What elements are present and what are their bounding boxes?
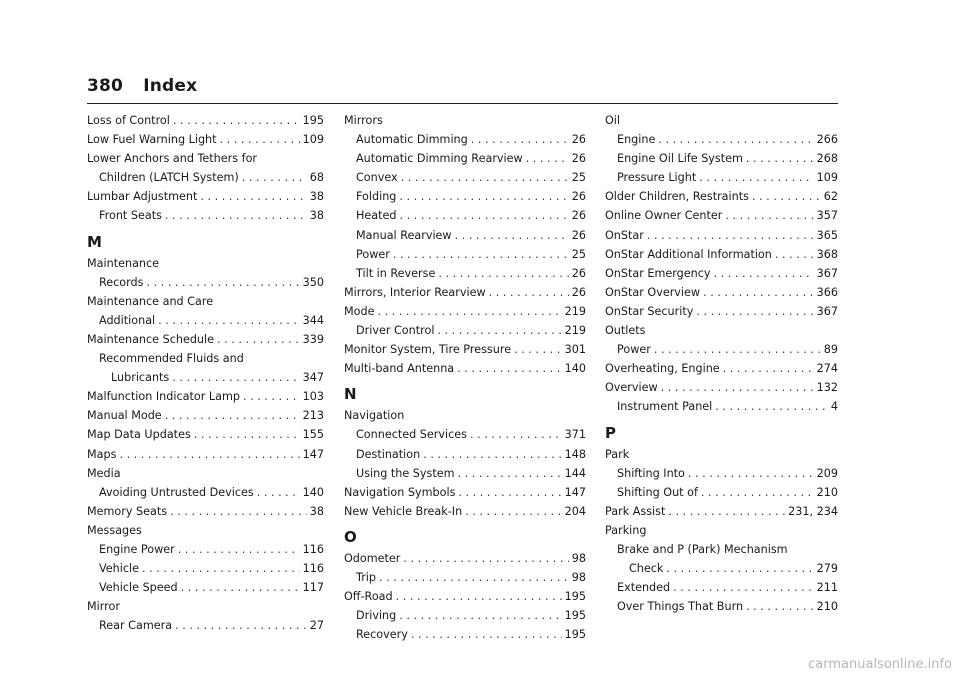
- entry-text: Rear Camera: [99, 619, 173, 633]
- page-reference: 219: [564, 324, 586, 338]
- page-reference: 347: [302, 371, 324, 385]
- dot-leader: [178, 540, 300, 559]
- dot-leader: [146, 273, 299, 292]
- index-entry: [344, 606, 586, 625]
- entry-text: Children (LATCH System): [99, 171, 239, 185]
- page-reference: 357: [816, 209, 838, 223]
- entry-text: Outlets: [605, 324, 646, 338]
- dot-leader: [217, 330, 300, 349]
- page-reference: 195: [302, 114, 324, 127]
- dot-leader: [377, 302, 561, 321]
- index-heading: [344, 406, 586, 425]
- index-heading: [87, 349, 324, 368]
- index-entry: [87, 578, 324, 597]
- section-letter: O: [344, 527, 357, 546]
- dot-leader: [746, 597, 814, 616]
- entry-text: Maintenance: [87, 256, 160, 270]
- index-heading: [87, 292, 324, 311]
- index-entry: [87, 483, 324, 502]
- dot-leader: [489, 283, 569, 302]
- entry-text: Power: [617, 343, 651, 357]
- dot-leader: [158, 311, 299, 330]
- entry-text: Maintenance Schedule: [87, 332, 215, 346]
- index-entry: [87, 368, 324, 387]
- page-reference: 25: [571, 247, 586, 261]
- page-reference: 147: [564, 485, 586, 499]
- page-reference: 204: [564, 504, 586, 518]
- entry-text: OnStar Overview: [605, 285, 701, 299]
- entry-text: Online Owner Center: [605, 209, 723, 223]
- page-reference: 38: [309, 190, 324, 204]
- page-reference: 26: [571, 228, 586, 242]
- dot-leader: [696, 302, 813, 321]
- entry-text: Engine: [617, 133, 656, 147]
- page-reference: 116: [302, 542, 324, 556]
- index-entry: [344, 425, 586, 444]
- dot-leader: [465, 502, 561, 521]
- index-heading: [87, 597, 324, 616]
- page-reference: 140: [564, 362, 586, 376]
- index-heading: [605, 321, 838, 340]
- index-entry: [605, 168, 838, 187]
- page-reference: 98: [571, 551, 586, 565]
- page-number: 380: [87, 76, 124, 96]
- page-reference: 26: [571, 152, 586, 166]
- index-heading: [87, 464, 324, 483]
- entry-text: Recommended Fluids and: [99, 352, 244, 366]
- index-entry: [605, 264, 838, 283]
- dot-leader: [455, 226, 569, 245]
- page-reference: 195: [564, 609, 586, 623]
- page-reference: 210: [816, 485, 838, 499]
- page-reference: 366: [816, 285, 838, 299]
- entry-text: Over Things That Burn: [617, 600, 744, 614]
- page-reference: 144: [564, 466, 586, 480]
- dot-leader: [752, 187, 821, 206]
- entry-text: OnStar Additional Information: [605, 247, 772, 261]
- index-entry: [605, 464, 838, 483]
- index-heading: [87, 254, 324, 273]
- index-entry: [344, 206, 586, 225]
- entry-text: Instrument Panel: [617, 400, 713, 414]
- page-reference: 26: [571, 209, 586, 223]
- page-reference: 266: [816, 133, 838, 147]
- index-entry: [87, 559, 324, 578]
- dot-leader: [514, 340, 562, 359]
- entry-text: Older Children, Restraints: [605, 190, 749, 204]
- index-entry: [344, 483, 586, 502]
- entry-text: Trip: [356, 570, 376, 584]
- page-reference: 350: [302, 275, 324, 289]
- entry-text: Additional: [99, 313, 156, 327]
- header-rule: [87, 103, 838, 104]
- page-reference: 279: [816, 562, 838, 576]
- entry-text: OnStar: [605, 228, 644, 242]
- page-reference: 148: [564, 447, 586, 461]
- entry-text: Automatic Dimming Rearview: [356, 152, 523, 166]
- index-entry: [344, 549, 586, 568]
- index-entry: [344, 168, 586, 187]
- index-entry: [87, 330, 324, 349]
- entry-text: Extended: [617, 581, 671, 595]
- index-heading: [87, 521, 324, 540]
- dot-leader: [715, 397, 828, 416]
- index-heading: [344, 111, 586, 130]
- dot-leader: [243, 387, 300, 406]
- index-entry: [344, 149, 586, 168]
- entry-text: Mirror: [87, 600, 120, 614]
- entry-text: Malfunction Indicator Lamp: [87, 390, 240, 404]
- page-reference: 195: [564, 628, 586, 642]
- dot-leader: [714, 264, 814, 283]
- index-entry: [344, 245, 586, 264]
- entry-text: Manual Mode: [87, 409, 162, 423]
- index-entry: [344, 264, 586, 283]
- entry-text: Convex: [356, 171, 398, 185]
- index-entry: [344, 464, 586, 483]
- entry-text: Heated: [356, 209, 397, 223]
- index-entry: [344, 445, 586, 464]
- entry-text: Engine Oil Life System: [617, 152, 743, 166]
- entry-text: Memory Seats: [87, 504, 168, 518]
- index-column-3: [605, 111, 838, 616]
- index-entry: [605, 359, 838, 378]
- dot-leader: [379, 568, 569, 587]
- index-entry: [605, 483, 838, 502]
- entry-text: New Vehicle Break-In: [344, 504, 463, 518]
- entry-text: Media: [87, 466, 121, 480]
- page-reference: 26: [571, 285, 586, 299]
- index-entry: [344, 187, 586, 206]
- page-reference: 103: [302, 390, 324, 404]
- index-entry: [87, 111, 324, 130]
- dot-leader: [699, 168, 813, 187]
- dot-leader: [165, 206, 307, 225]
- dot-leader: [673, 578, 814, 597]
- entry-text: Front Seats: [99, 209, 162, 223]
- entry-text: Maintenance and Care: [87, 294, 214, 308]
- entry-text: Tilt in Reverse: [356, 266, 436, 280]
- entry-text: Manual Rearview: [356, 228, 452, 242]
- dot-leader: [220, 130, 300, 149]
- index-heading: [605, 111, 838, 130]
- index-entry: [344, 226, 586, 245]
- index-entry: [605, 283, 838, 302]
- page-reference: 117: [302, 581, 324, 595]
- dot-leader: [458, 464, 562, 483]
- index-entry: [605, 226, 838, 245]
- watermark: carmanualsonline.info: [808, 657, 952, 672]
- entry-text: Odometer: [344, 551, 401, 565]
- page-reference: 147: [302, 447, 324, 461]
- index-entry: [605, 302, 838, 321]
- index-heading: [605, 521, 838, 540]
- dot-leader: [257, 483, 300, 502]
- index-entry: [605, 187, 838, 206]
- entry-text: OnStar Emergency: [605, 266, 711, 280]
- entry-text: Records: [99, 275, 144, 289]
- dot-leader: [437, 321, 561, 340]
- page-header: [87, 76, 197, 96]
- section-letter: N: [344, 385, 357, 404]
- entry-text: Vehicle: [99, 562, 140, 576]
- page-reference: 367: [816, 266, 838, 280]
- page-reference: 140: [302, 485, 324, 499]
- entry-text: Loss of Control: [87, 114, 170, 127]
- dot-leader: [775, 245, 814, 264]
- dot-leader: [654, 340, 821, 359]
- dot-leader: [172, 368, 299, 387]
- dot-leader: [658, 130, 813, 149]
- dot-leader: [458, 483, 561, 502]
- index-heading: [87, 149, 324, 168]
- entry-text: Recovery: [356, 628, 408, 642]
- dot-leader: [647, 226, 814, 245]
- dot-leader: [701, 483, 814, 502]
- dot-leader: [242, 168, 307, 187]
- index-entry: [605, 340, 838, 359]
- entry-text: Driving: [356, 609, 397, 623]
- entry-text: Using the System: [356, 466, 455, 480]
- index-entry: [87, 540, 324, 559]
- entry-text: Folding: [356, 190, 397, 204]
- entry-text: Off-Road: [344, 590, 393, 604]
- index-column-1: [87, 111, 324, 635]
- index-entry: [344, 130, 586, 149]
- dot-leader: [200, 187, 306, 206]
- page-reference: 268: [816, 152, 838, 166]
- index-entry: [605, 597, 838, 616]
- entry-text: Check: [629, 562, 664, 576]
- entry-text: Multi-band Antenna: [344, 362, 455, 376]
- entry-text: Connected Services: [356, 428, 467, 442]
- page-reference: 371: [564, 428, 586, 442]
- page-reference: 132: [816, 381, 838, 395]
- section-letter: P: [605, 423, 616, 442]
- dot-leader: [526, 149, 569, 168]
- dot-leader: [423, 445, 561, 464]
- entry-text: Brake and P (Park) Mechanism: [617, 542, 788, 556]
- dot-leader: [170, 502, 307, 521]
- page-reference: 38: [309, 209, 324, 223]
- dot-leader: [688, 464, 814, 483]
- index-entry: [344, 340, 586, 359]
- dot-leader: [181, 578, 300, 597]
- entry-text: Maps: [87, 447, 117, 461]
- entry-text: Shifting Out of: [617, 485, 698, 499]
- dot-leader: [165, 406, 300, 425]
- page-reference: 98: [571, 570, 586, 584]
- index-entry: [605, 397, 838, 416]
- index-entry: [605, 378, 838, 397]
- entry-text: Lower Anchors and Tethers for: [87, 152, 258, 166]
- dot-leader: [471, 130, 569, 149]
- index-entry: [605, 578, 838, 597]
- entry-text: Low Fuel Warning Light: [87, 133, 217, 147]
- index-entry: [87, 311, 324, 330]
- dot-leader: [194, 425, 300, 444]
- page-reference: 209: [816, 466, 838, 480]
- dot-leader: [400, 206, 569, 225]
- index-entry: [87, 187, 324, 206]
- dot-leader: [401, 168, 569, 187]
- index-entry: [87, 168, 324, 187]
- entry-text: Mode: [344, 304, 375, 318]
- entry-text: Lumbar Adjustment: [87, 190, 198, 204]
- index-entry: [87, 130, 324, 149]
- dot-leader: [457, 359, 562, 378]
- dot-leader: [723, 359, 814, 378]
- page-reference: 25: [571, 171, 586, 185]
- entry-text: Engine Power: [99, 542, 175, 556]
- page-reference: 211: [816, 581, 838, 595]
- page-reference: 155: [302, 428, 324, 442]
- dot-leader: [175, 616, 307, 635]
- index-entry: [605, 502, 838, 521]
- entry-text: Destination: [356, 447, 421, 461]
- dot-leader: [438, 264, 568, 283]
- page-reference: 89: [823, 343, 838, 357]
- page-reference: 210: [816, 600, 838, 614]
- page-reference: 4: [830, 400, 838, 414]
- page-reference: 109: [302, 133, 324, 147]
- page-reference: 368: [816, 247, 838, 261]
- index-entry: [87, 616, 324, 635]
- dot-leader: [666, 559, 813, 578]
- index-entry: [605, 130, 838, 149]
- index-entry: [87, 445, 324, 464]
- index-entry: [344, 321, 586, 340]
- dot-leader: [119, 445, 299, 464]
- page-reference: 219: [564, 304, 586, 318]
- dot-leader: [411, 625, 562, 644]
- page-reference: 365: [816, 228, 838, 242]
- index-entry: [605, 206, 838, 225]
- page-reference: 26: [571, 266, 586, 280]
- dot-leader: [399, 606, 561, 625]
- index-entry: [87, 206, 324, 225]
- entry-text: Parking: [605, 523, 647, 537]
- index-entry: [344, 283, 586, 302]
- entry-text: Map Data Updates: [87, 428, 191, 442]
- entry-text: Avoiding Untrusted Devices: [99, 485, 254, 499]
- entry-text: Automatic Dimming: [356, 133, 468, 147]
- entry-text: Messages: [87, 523, 142, 537]
- page-reference: 68: [309, 171, 324, 185]
- entry-text: Mirrors, Interior Rearview: [344, 285, 486, 299]
- page-reference: 26: [571, 133, 586, 147]
- entry-text: Shifting Into: [617, 466, 685, 480]
- entry-text: Monitor System, Tire Pressure: [344, 343, 512, 357]
- index-entry: [87, 425, 324, 444]
- page-reference: 344: [302, 313, 324, 327]
- index-entry: [605, 559, 838, 578]
- page-reference: 38: [309, 504, 324, 518]
- dot-leader: [142, 559, 300, 578]
- dot-leader: [396, 587, 562, 606]
- dot-leader: [403, 549, 568, 568]
- index-entry: [87, 406, 324, 425]
- index-entry: [605, 149, 838, 168]
- entry-text: Park Assist: [605, 504, 666, 518]
- entry-text: Navigation Symbols: [344, 485, 456, 499]
- index-entry: [344, 302, 586, 321]
- page-reference: 109: [816, 171, 838, 185]
- page-reference: 301: [564, 343, 586, 357]
- dot-leader: [393, 245, 569, 264]
- dot-leader: [703, 283, 814, 302]
- dot-leader: [173, 111, 300, 130]
- dot-leader: [746, 149, 814, 168]
- index-entry: [87, 387, 324, 406]
- index-entry: [605, 245, 838, 264]
- entry-text: Park: [605, 447, 630, 461]
- entry-text: Overheating, Engine: [605, 362, 720, 376]
- entry-text: Oil: [605, 114, 621, 127]
- page-reference: 339: [302, 332, 324, 346]
- dot-leader: [661, 378, 814, 397]
- index-entry: [344, 359, 586, 378]
- entry-text: Overview: [605, 381, 658, 395]
- page-reference: 116: [302, 562, 324, 576]
- page-title: Index: [143, 76, 198, 96]
- page-reference: 213: [302, 409, 324, 423]
- entry-text: Pressure Light: [617, 171, 697, 185]
- entry-text: Navigation: [344, 409, 405, 423]
- index-heading: [605, 540, 838, 559]
- entry-text: Lubricants: [111, 371, 170, 385]
- page-reference: 231, 234: [788, 504, 838, 518]
- dot-leader: [725, 206, 813, 225]
- entry-text: OnStar Security: [605, 304, 694, 318]
- section-letter: M: [87, 232, 102, 251]
- entry-text: Vehicle Speed: [99, 581, 178, 595]
- dot-leader: [470, 425, 562, 444]
- page-reference: 367: [816, 304, 838, 318]
- index-entry: [344, 625, 586, 644]
- page-reference: 27: [309, 619, 324, 633]
- entry-text: Mirrors: [344, 114, 383, 127]
- index-entry: [87, 273, 324, 292]
- page-reference: 274: [816, 362, 838, 376]
- index-heading: [605, 445, 838, 464]
- page-reference: 26: [571, 190, 586, 204]
- index-entry: [344, 568, 586, 587]
- entry-text: Power: [356, 247, 390, 261]
- page-reference: 195: [564, 590, 586, 604]
- page-reference: 62: [823, 190, 838, 204]
- dot-leader: [399, 187, 568, 206]
- index-entry: [344, 502, 586, 521]
- entry-text: Driver Control: [356, 324, 435, 338]
- index-column-2: [344, 111, 586, 644]
- index-entry: [344, 587, 586, 606]
- dot-leader: [668, 502, 785, 521]
- index-entry: [87, 502, 324, 521]
